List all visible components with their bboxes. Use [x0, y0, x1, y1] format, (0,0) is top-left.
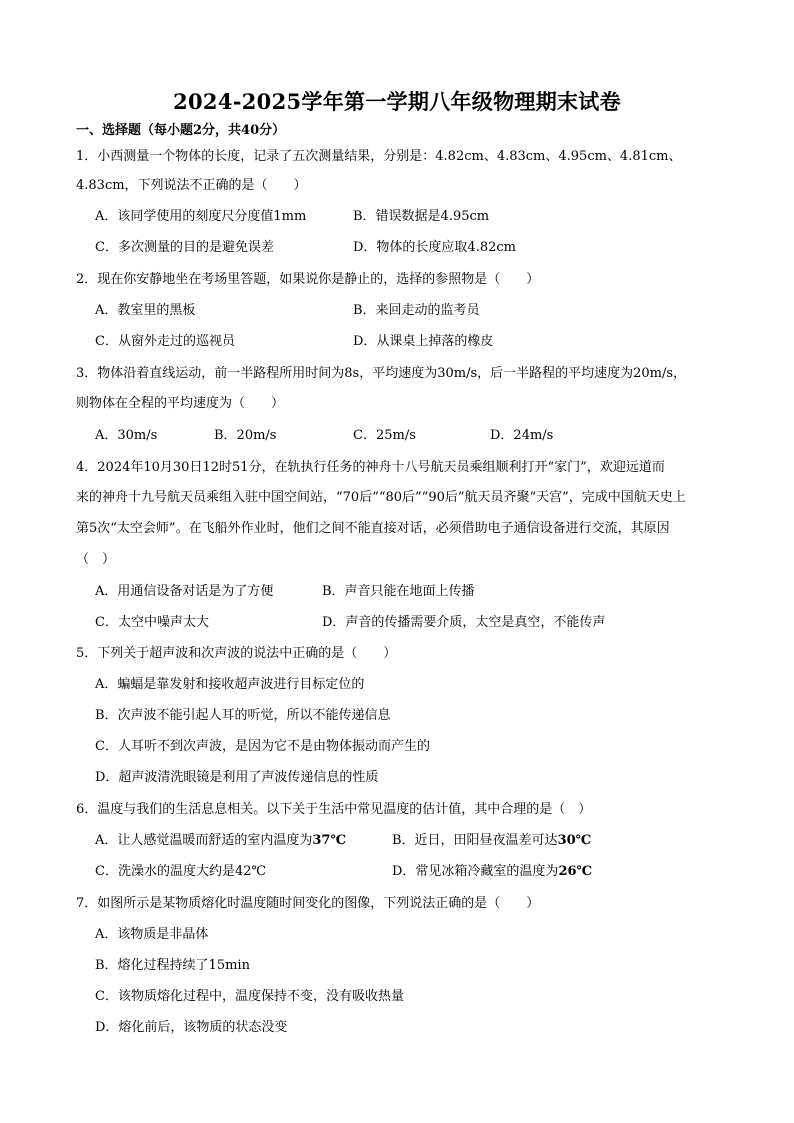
question-6-stem: 6．温度与我们的生活息息相关。以下关于生活中常见温度的估计值，其中合理的是（ ）: [76, 802, 592, 817]
question-1-stem: 1．小西测量一个物体的长度，记录了五次测量结果，分别是：4.82cm、4.83cm、4.95cm、4.81cm、: [76, 149, 682, 164]
question-7-option-b: B．熔化过程持续了15min: [95, 958, 250, 973]
question-6-option-b: [392, 833, 591, 849]
question-4-stem-cont-1: 来的神舟十九号航天员乘组入驻中国空间站，“70后”“80后”“90后”航天员齐聚“天宫”，完成中国航天史上: [76, 490, 686, 505]
question-4-option-c: C．太空中噪声太大: [95, 615, 209, 630]
question-6-option-a-text: A．让人感觉温暖而舒适的室内温度为: [95, 833, 313, 848]
question-6-option-b-text: B．近日，田阳昼夜温差可达: [392, 833, 558, 848]
question-5-stem: 5．下列关于超声波和次声波的说法中正确的是（ ）: [76, 646, 397, 661]
question-2-option-a: A．教室里的黑板: [95, 303, 196, 318]
question-6-option-a: [95, 833, 346, 849]
question-6-option-b-value: 30℃: [557, 833, 592, 848]
question-5-option-b: B．次声波不能引起人耳的听觉，所以不能传递信息: [95, 708, 391, 723]
question-7-option-a: A．该物质是非晶体: [95, 927, 209, 942]
question-6-option-d: [392, 864, 592, 880]
question-6-option-d-text: D．常见冰箱冷藏室的温度为: [392, 864, 559, 879]
question-4-stem-cont-2: 第5次“太空会师”。在飞船外作业时，他们之间不能直接对话，必须借助电子通信设备进行交流，其原因: [76, 521, 670, 536]
question-2-option-b: B．来回走动的监考员: [353, 303, 480, 318]
question-7-option-c: C．该物质熔化过程中，温度保持不变，没有吸收热量: [95, 989, 404, 1004]
question-4-answer-blank: （ ）: [76, 552, 116, 567]
question-3-option-c: C．25m/s: [353, 428, 416, 443]
question-1-option-a: A．该同学使用的刻度尺分度值1mm: [95, 209, 307, 224]
question-6-option-a-value: 37℃: [312, 833, 347, 848]
question-2-option-c: C．从窗外走过的巡视员: [95, 334, 235, 349]
question-2-stem: 2．现在你安静地坐在考场里答题，如果说你是静止的，选择的参照物是（ ）: [76, 272, 540, 287]
question-3-stem: 3．物体沿着直线运动，前一半路程所用时间为8s，平均速度为30m/s，后一半路程的平均速度为20m/s，: [76, 366, 687, 381]
section-heading: 一、选择题（每小题2分，共40分）: [76, 123, 286, 138]
question-6-option-d-value: 26℃: [558, 864, 593, 879]
question-3-stem-cont: 则物体在全程的平均速度为（ ）: [76, 396, 285, 411]
question-1-option-b: B．错误数据是4.95cm: [353, 209, 490, 224]
question-4-stem: 4．2024年10月30日12时51分，在轨执行任务的神舟十八号航天员乘组顺利打开“家门”，欢迎远道而: [76, 460, 665, 475]
question-3-option-b: B．20m/s: [214, 428, 277, 443]
question-4-option-d: D．声音的传播需要介质，太空是真空，不能传声: [322, 615, 606, 630]
question-3-option-a: A．30m/s: [95, 428, 158, 443]
page-title: 2024-2025学年第一学期八年级物理期末试卷: [173, 89, 621, 114]
question-5-option-a: A．蝙蝠是靠发射和接收超声波进行目标定位的: [95, 677, 365, 692]
question-1-option-d: D．物体的长度应取4.82cm: [353, 240, 516, 255]
question-3-option-d: D．24m/s: [490, 428, 554, 443]
question-5-option-d: D．超声波清洗眼镜是利用了声波传递信息的性质: [95, 770, 379, 785]
question-4-option-a: A．用通信设备对话是为了方便: [95, 584, 274, 599]
question-6-option-c: C．洗澡水的温度大约是42℃: [95, 864, 267, 879]
question-4-option-b: B．声音只能在地面上传播: [322, 584, 475, 599]
question-1-option-c: C．多次测量的目的是避免误差: [95, 240, 274, 255]
question-1-stem-cont: 4.83cm，下列说法不正确的是（ ）: [76, 178, 307, 193]
question-7-stem: 7．如图所示是某物质熔化时温度随时间变化的图像，下列说法正确的是（ ）: [76, 896, 540, 911]
question-7-option-d: D．熔化前后，该物质的状态没变: [95, 1020, 288, 1035]
question-5-option-c: C．人耳听不到次声波，是因为它不是由物体振动而产生的: [95, 739, 430, 754]
question-2-option-d: D．从课桌上掉落的橡皮: [353, 334, 494, 349]
